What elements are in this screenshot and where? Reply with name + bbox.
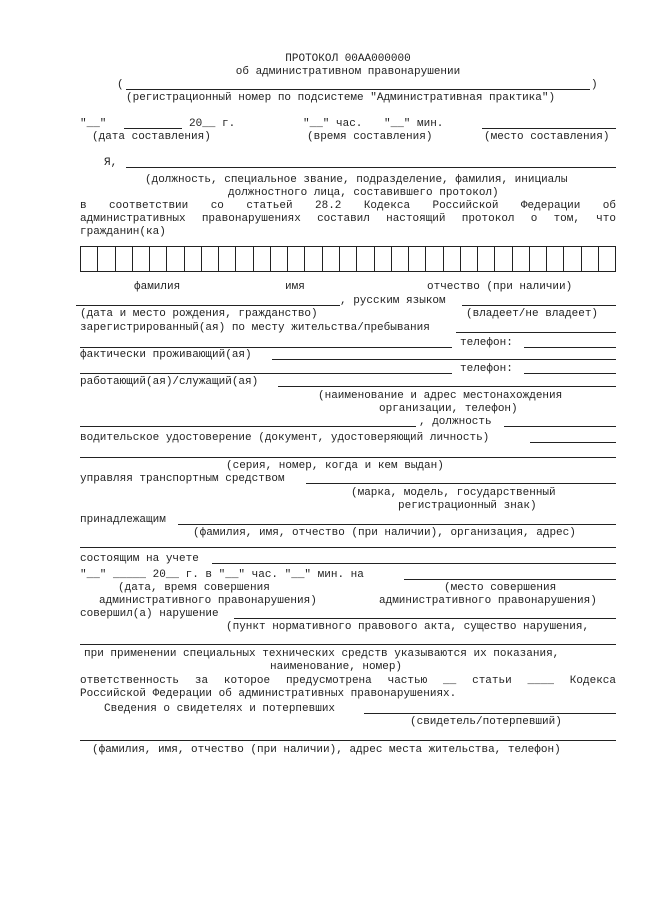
birth-line[interactable] xyxy=(76,305,340,306)
name-letter-box[interactable] xyxy=(426,247,443,271)
name-letter-box[interactable] xyxy=(254,247,271,271)
name-letter-box[interactable] xyxy=(98,247,115,271)
working-line[interactable] xyxy=(278,386,616,387)
residing-line-1[interactable] xyxy=(272,359,616,360)
name-letter-box[interactable] xyxy=(236,247,253,271)
registered-label: зарегистрированный(ая) по месту жительства/пребывания xyxy=(80,322,430,334)
name-letter-box[interactable] xyxy=(409,247,426,271)
name-letter-box[interactable] xyxy=(461,247,478,271)
name-letter-box[interactable] xyxy=(357,247,374,271)
witness-details-caption: (фамилия, имя, отчество (при наличии), адрес места жительства, телефон) xyxy=(92,744,561,756)
license-line-1[interactable] xyxy=(530,442,616,443)
name-letter-box[interactable] xyxy=(340,247,357,271)
officer-line[interactable] xyxy=(126,167,616,168)
name-letter-box[interactable] xyxy=(599,247,615,271)
date-caption: (дата составления) xyxy=(92,131,211,143)
clause-line-2[interactable] xyxy=(80,644,616,645)
name-letter-box[interactable] xyxy=(513,247,530,271)
owner-line-2[interactable] xyxy=(80,547,616,548)
liability-line-2: Российской Федерации об административных правонарушениях. xyxy=(80,688,457,700)
name-letter-box[interactable] xyxy=(564,247,581,271)
name-letter-box[interactable] xyxy=(288,247,305,271)
ya-label: Я, xyxy=(104,157,118,169)
org-caption-1: (наименование и адрес местонахождения xyxy=(318,390,563,402)
name-letter-box[interactable] xyxy=(202,247,219,271)
license-label: водительское удостоверение (документ, удостоверяющий личность) xyxy=(80,432,490,444)
witnesses-line[interactable] xyxy=(364,713,616,714)
org-line[interactable] xyxy=(80,426,416,427)
minute-field: "__" мин. xyxy=(384,118,444,130)
registration-line[interactable] xyxy=(212,563,616,564)
name-letter-boxes[interactable] xyxy=(80,246,616,272)
phone-label-1: телефон: xyxy=(460,337,513,349)
language-line[interactable] xyxy=(462,305,616,306)
name-letter-box[interactable] xyxy=(133,247,150,271)
place-caption: (место составления) xyxy=(484,131,610,143)
name-letter-box[interactable] xyxy=(305,247,322,271)
birth-caption: (дата и место рождения, гражданство) xyxy=(80,308,318,320)
place-line[interactable] xyxy=(482,128,616,129)
owner-caption: (фамилия, имя, отчество (при наличии), организация, адрес) xyxy=(193,527,576,539)
reg-paren-close: ) xyxy=(591,79,598,91)
devices-caption-2: наименование, номер) xyxy=(270,661,403,673)
name-letter-box[interactable] xyxy=(81,247,98,271)
residing-line-2[interactable] xyxy=(80,373,452,374)
reg-number-line[interactable] xyxy=(126,89,590,90)
year-field: 20__ г. xyxy=(189,118,236,130)
time-caption: (время составления) xyxy=(307,131,433,143)
name-letter-box[interactable] xyxy=(495,247,512,271)
devices-caption-1: при применении специальных технических средств указываются их показания, xyxy=(84,648,560,660)
form-subtitle: об административном правонарушении xyxy=(235,66,461,78)
owner-line[interactable] xyxy=(178,524,616,525)
license-caption: (серия, номер, когда и кем выдан) xyxy=(226,460,444,472)
registration-label: состоящим на учете xyxy=(80,553,199,565)
form-title: ПРОТОКОЛ 00АА000000 xyxy=(285,53,411,65)
russian-label: , русским языком xyxy=(340,295,446,307)
vehicle-line[interactable] xyxy=(306,483,616,484)
name-letter-box[interactable] xyxy=(530,247,547,271)
name-letter-box[interactable] xyxy=(150,247,167,271)
name-caption: имя xyxy=(285,281,305,293)
reg-paren-open: ( xyxy=(117,79,124,91)
phone-line-2[interactable] xyxy=(524,373,616,374)
name-letter-box[interactable] xyxy=(271,247,288,271)
witnesses-label: Сведения о свидетелях и потерпевших xyxy=(104,703,336,715)
officer-caption-2: должностного лица, составившего протокол) xyxy=(228,187,499,199)
name-letter-box[interactable] xyxy=(375,247,392,271)
vehicle-caption-1: (марка, модель, государственный xyxy=(351,487,556,499)
witness-details-line[interactable] xyxy=(80,740,616,741)
name-letter-box[interactable] xyxy=(444,247,461,271)
surname-caption: фамилия xyxy=(134,281,181,293)
driving-label: управляя транспортным средством xyxy=(80,473,285,485)
where-caption-1: (место совершения xyxy=(444,582,557,594)
residing-label: фактически проживающий(ая) xyxy=(80,349,252,361)
patronymic-caption: отчество (при наличии) xyxy=(427,281,573,293)
when-caption-2: административного правонарушения) xyxy=(99,595,317,607)
working-label: работающий(ая)/служащий(ая) xyxy=(80,376,259,388)
registered-line-2[interactable] xyxy=(80,347,452,348)
name-letter-box[interactable] xyxy=(167,247,184,271)
owner-label: принадлежащим xyxy=(80,514,166,526)
name-letter-box[interactable] xyxy=(116,247,133,271)
role-caption: (свидетель/потерпевший) xyxy=(410,716,562,728)
position-line[interactable] xyxy=(504,426,616,427)
intro-line-1: в соответствии со статьей 28.2 Кодекса Российской Федерации об xyxy=(80,200,616,212)
name-letter-box[interactable] xyxy=(185,247,202,271)
name-letter-box[interactable] xyxy=(478,247,495,271)
officer-caption-1: (должность, специальное звание, подразделение, фамилия, инициалы xyxy=(145,174,568,186)
intro-line-3: гражданин(ка) xyxy=(80,226,166,238)
violation-place-line[interactable] xyxy=(404,579,616,580)
violation-date-line: "__" _____ 20__ г. в "__" час. "__" мин. на xyxy=(80,569,364,581)
license-line-2[interactable] xyxy=(80,457,616,458)
name-letter-box[interactable] xyxy=(392,247,409,271)
hour-field: "__" час. xyxy=(303,118,363,130)
vehicle-caption-2: регистрационный знак) xyxy=(398,500,537,512)
clause-caption: (пункт нормативного правового акта, существо нарушения, xyxy=(226,621,590,633)
registered-line-1[interactable] xyxy=(456,332,616,333)
committed-line[interactable] xyxy=(234,618,616,619)
position-label: , должность xyxy=(419,416,492,428)
phone-line-1[interactable] xyxy=(524,347,616,348)
name-letter-box[interactable] xyxy=(582,247,599,271)
name-letter-box[interactable] xyxy=(547,247,564,271)
phone-label-2: телефон: xyxy=(460,363,513,375)
month-line[interactable] xyxy=(124,128,182,129)
when-caption-1: (дата, время совершения xyxy=(118,582,270,594)
org-caption-2: организации, телефон) xyxy=(379,403,518,415)
intro-line-2: административных правонарушениях составил настоящий протокол о том, что xyxy=(80,213,616,225)
where-caption-2: административного правонарушения) xyxy=(379,595,597,607)
language-caption: (владеет/не владеет) xyxy=(466,308,599,320)
name-letter-box[interactable] xyxy=(219,247,236,271)
committed-label: совершил(а) нарушение xyxy=(80,608,219,620)
name-letter-box[interactable] xyxy=(323,247,340,271)
reg-number-caption: (регистрационный номер по подсистеме "Административная практика") xyxy=(126,92,556,104)
liability-line-1: ответственность за которое предусмотрена частью __ статьи ____ Кодекса xyxy=(80,675,616,687)
day-field: "__" xyxy=(80,118,107,130)
